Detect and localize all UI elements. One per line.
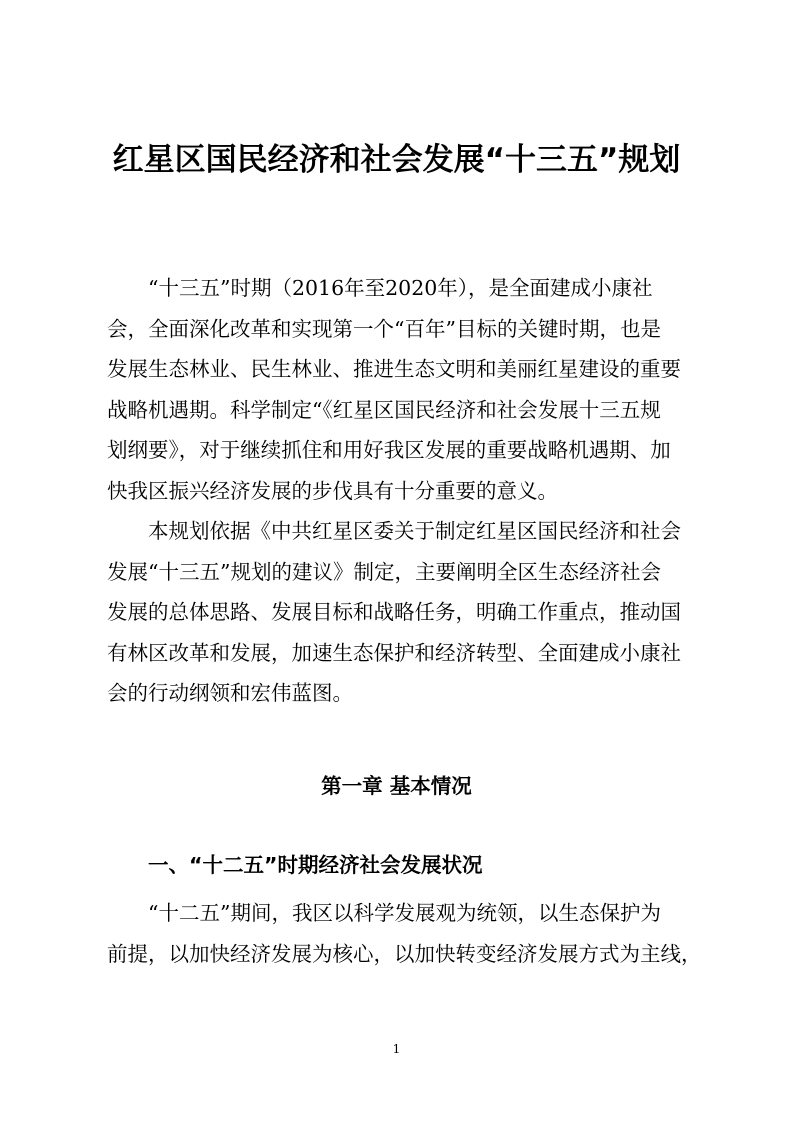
paragraph-line: “十三五”时期（2016年至2020年），是全面建成小康社 [148,276,653,300]
paragraph-line: 会的行动纲领和宏伟蓝图。 [107,681,353,705]
chapter-heading: 第一章 基本情况 [321,774,472,798]
paragraph-line: “十二五”期间，我区以科学发展观为统领，以生态保护为 [148,901,661,925]
paragraph-line: 发展生态林业、民生林业、推进生态文明和美丽红星建设的重要 [107,357,681,381]
intro-paragraph-2 [107,511,691,714]
paragraph-line: 划纲要》，对于继续抓住和用好我区发展的重要战略机遇期、加 [107,438,671,462]
paragraph-line: 本规划依据《中共红星区委关于制定红星区国民经济和社会 [148,519,681,543]
paragraph-line: 战略机遇期。科学制定“《红星区国民经济和社会发展十三五规 [107,397,661,422]
paragraph-line: 发展的总体思路、发展目标和战略任务，明确工作重点，推动国 [107,600,681,624]
intro-paragraph-1 [107,268,691,511]
page-number: 1 [392,1042,401,1056]
paragraph-line: 快我区振兴经济发展的步伐具有十分重要的意义。 [107,478,558,503]
section-heading: 一、“十二五”时期经济社会发展状况 [148,853,483,877]
document-title: 红星区国民经济和社会发展“十三五”规划 [112,142,681,178]
paragraph-line: 会，全面深化改革和实现第一个“百年”目标的关键时期，也是 [107,316,661,341]
paragraph-line: 发展“十三五”规划的建议》制定，主要阐明全区生态经济社会 [107,559,661,584]
paragraph-line: 有林区改革和发展，加速生态保护和经济转型、全面建成小康社 [107,640,681,665]
section-paragraph [107,893,702,974]
paragraph-line: 前提，以加快经济发展为核心，以加快转变经济发展方式为主线， [107,941,702,966]
